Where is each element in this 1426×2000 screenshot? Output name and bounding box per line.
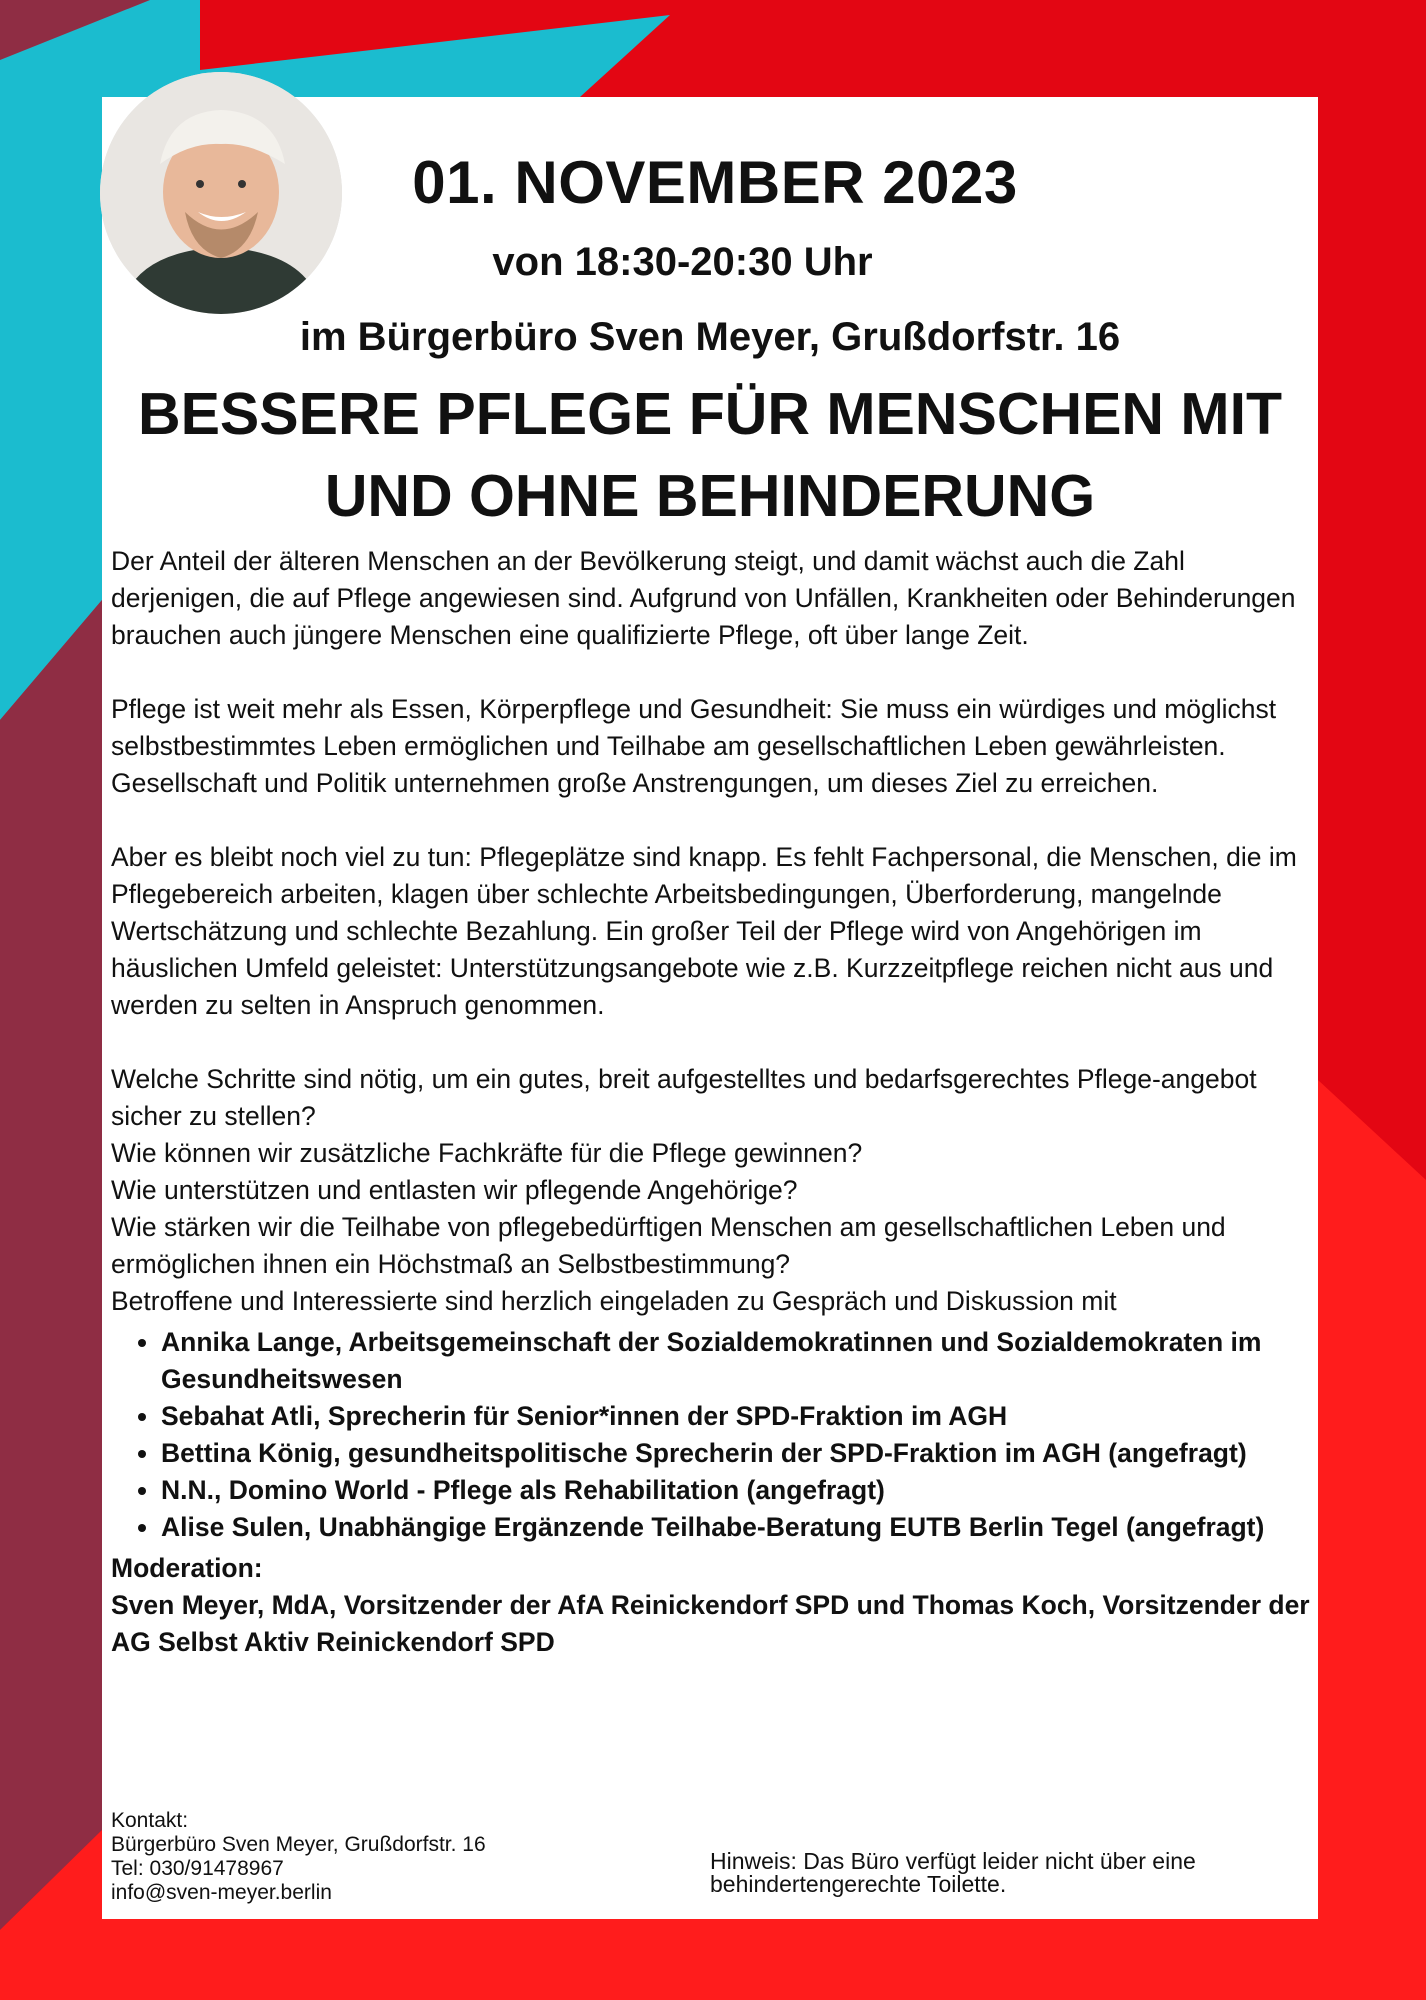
- speaker-item: • Bettina König, gesundheitspolitische Sprecherin der SPD-Fraktion im AGH (angefragt): [161, 1435, 1311, 1472]
- contact-address: Bürgerbüro Sven Meyer, Grußdorfstr. 16: [111, 1833, 486, 1856]
- question-4: Wie stärken wir die Teilhabe von pflegebedürftigen Menschen am gesellschaftlichen Leben und ermöglichen ihnen ein Höchstmaß an Selbstbestimmung?: [111, 1212, 1226, 1279]
- contact-block: [111, 1809, 486, 1905]
- headline-line-1: BESSERE PFLEGE FÜR MENSCHEN MIT: [137, 381, 1283, 447]
- moderation-label: Moderation:: [111, 1553, 263, 1583]
- contact-phone[interactable]: Tel: 030/91478967: [111, 1857, 284, 1880]
- question-1: Welche Schritte sind nötig, um ein gutes, breit aufgestelltes und bedarfsgerechtes Pflege-angebot sicher zu stellen?: [111, 1064, 1257, 1131]
- event-location: im Bürgerbüro Sven Meyer, Grußdorfstr. 16: [299, 315, 1121, 359]
- question-3: Wie unterstützen und entlasten wir pflegende Angehörige?: [111, 1175, 798, 1205]
- paragraph-1: Der Anteil der älteren Menschen an der Bevölkerung steigt, und damit wächst auch die Zahl derjenigen, die auf Pflege angewiesen sind. Aufgrund von Unfällen, Krankheiten oder Behinderungen brauchen auch jüngere Menschen eine qualifizierte Pflege, oft über lange Zeit.: [111, 546, 1296, 650]
- paragraph-2: Pflege ist weit mehr als Essen, Körperpflege und Gesundheit: Sie muss ein würdiges und möglichst selbstbestimmtes Leben ermöglichen und Teilhabe am gesellschaftlichen Leben gewährleisten. Gesellschaft und Politik unternehmen große Anstrengungen, um dieses Ziel zu erreichen.: [111, 694, 1277, 798]
- moderation-text: Sven Meyer, MdA, Vorsitzender der AfA Reinickendorf SPD und Thomas Koch, Vorsitzender der AG Selbst Aktiv Reinickendorf SPD: [111, 1590, 1310, 1657]
- speaker-item: • Alise Sulen, Unabhängige Ergänzende Teilhabe-Beratung EUTB Berlin Tegel (angefragt): [161, 1509, 1311, 1546]
- headline-line-2: UND OHNE BEHINDERUNG: [324, 463, 1096, 529]
- event-date: 01. NOVEMBER 2023: [412, 149, 1018, 216]
- speaker-item: • N.N., Domino World - Pflege als Rehabilitation (angefragt): [161, 1472, 1311, 1509]
- speaker-list: [111, 1324, 1311, 1546]
- event-headline: [102, 373, 1318, 537]
- body-text: [111, 543, 1311, 1661]
- speaker-item: • Sebahat Atli, Sprecherin für Senior*innen der SPD-Fraktion im AGH: [161, 1398, 1311, 1435]
- accessibility-hint: Hinweis: Das Büro verfügt leider nicht über eine behindertengerechte Toilette.: [710, 1848, 1196, 1897]
- question-2: Wie können wir zusätzliche Fachkräfte für die Pflege gewinnen?: [111, 1138, 863, 1168]
- event-time: von 18:30-20:30 Uhr: [492, 240, 873, 284]
- contact-label: Kontakt:: [111, 1809, 189, 1832]
- invitation: Betroffene und Interessierte sind herzlich eingeladen zu Gespräch und Diskussion mit: [111, 1286, 1117, 1316]
- moderation: [111, 1550, 1311, 1661]
- speaker-item: • Annika Lange, Arbeitsgemeinschaft der Sozialdemokratinnen und Sozialdemokraten im Gesundheitswesen: [161, 1324, 1311, 1398]
- contact-email[interactable]: info@sven-meyer.berlin: [111, 1881, 332, 1904]
- paragraph-3: Aber es bleibt noch viel zu tun: Pflegeplätze sind knapp. Es fehlt Fachpersonal, die Menschen, die im Pflegebereich arbeiten, klagen über schlechte Arbeitsbedingungen, Überforderung, mangelnde Wertschätzung und schlechte Bezahlung. Ein großer Teil der Pflege wird von Angehörigen im häuslichen Umfeld geleistet: Unterstützungsangebote wie z.B. Kurzzeitpflege reichen nicht aus und werden zu selten in Anspruch genommen.: [111, 842, 1297, 1020]
